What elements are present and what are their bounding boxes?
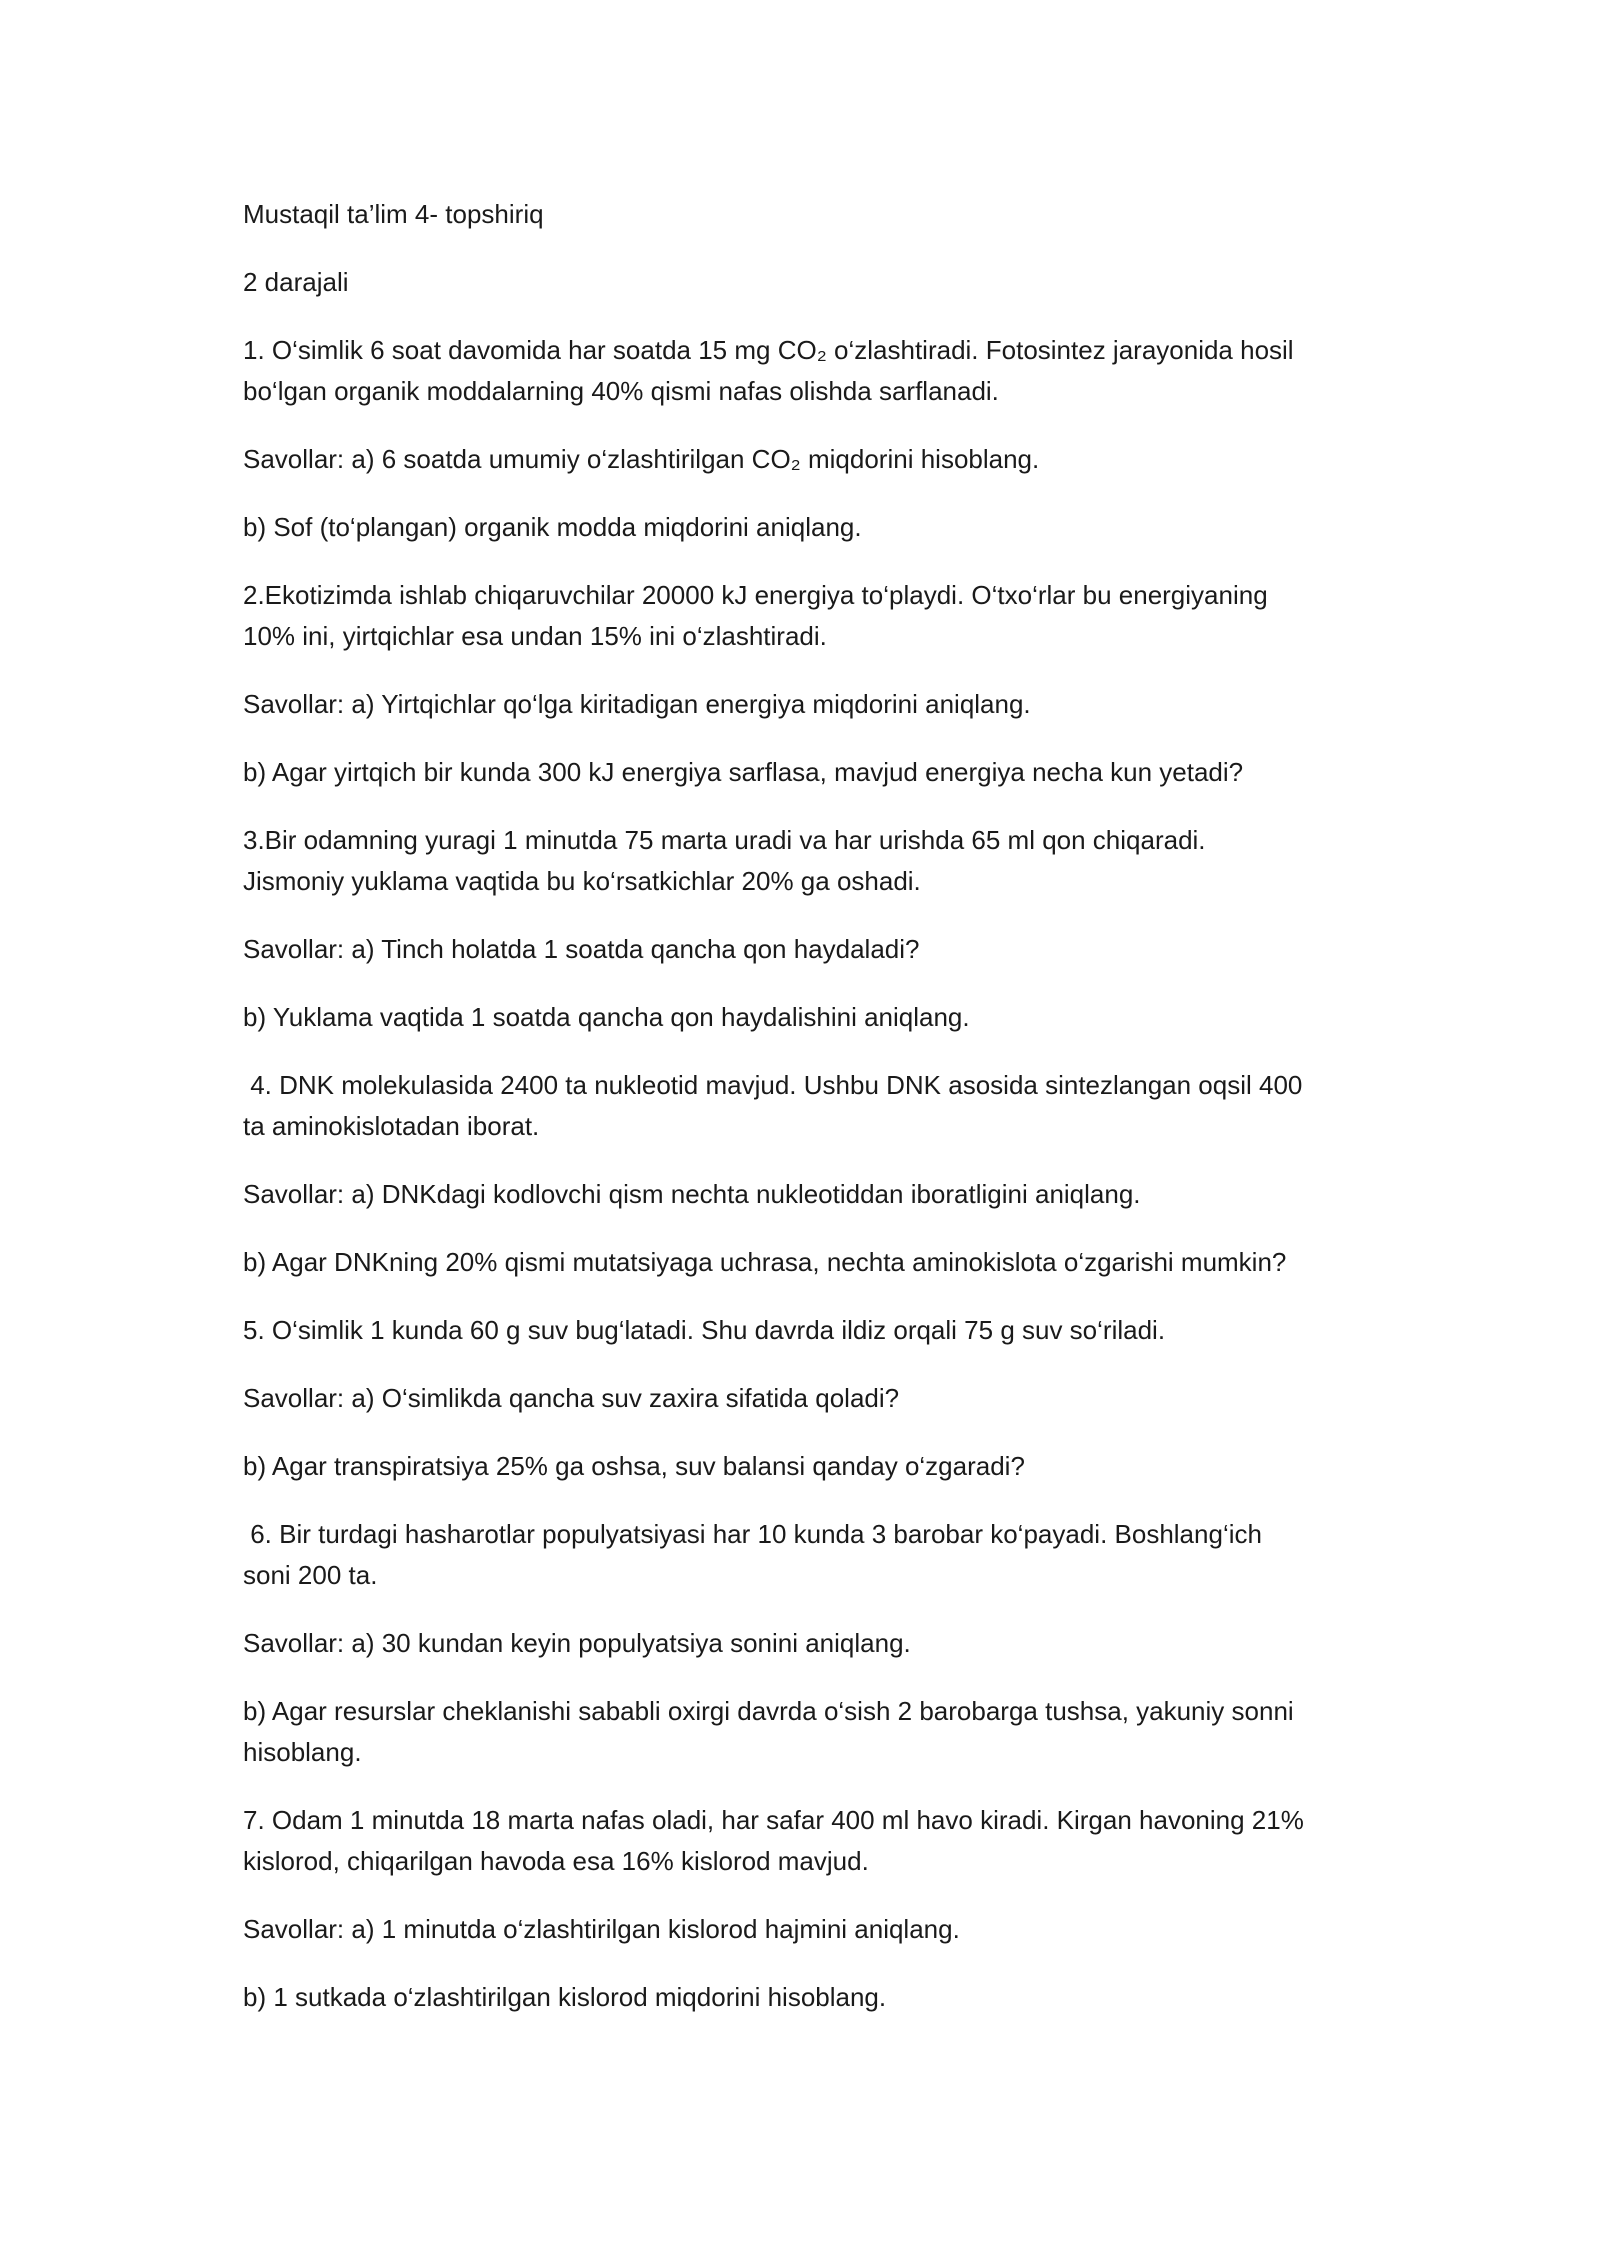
task-paragraph (243, 1977, 1363, 2018)
task-paragraph (243, 929, 1363, 970)
document-title: Mustaqil ta’lim 4- topshiriq (243, 199, 544, 229)
text-line: b) Agar DNKning 20% qismi mutatsiyaga uchrasa, nechta aminokislota o‘zgarishi mumkin? (243, 1247, 1287, 1277)
task-paragraph (243, 820, 1363, 902)
task-list (243, 330, 1363, 2018)
text-line: b) Sof (to‘plangan) organik modda miqdorini aniqlang. (243, 512, 862, 542)
document-level: 2 darajali (243, 267, 349, 297)
text-line: 10% ini, yirtqichlar esa undan 15% ini o‘zlashtiradi. (243, 621, 827, 651)
text-line: Savollar: a) O‘simlikda qancha suv zaxira sifatida qoladi? (243, 1383, 900, 1413)
task-paragraph (243, 330, 1363, 412)
text-line: Savollar: a) DNKdagi kodlovchi qism nechta nukleotiddan iboratligini aniqlang. (243, 1179, 1141, 1209)
text-line: 1. O‘simlik 6 soat davomida har soatda 15 mg CO₂ o‘zlashtiradi. Fotosintez jarayonida hosil (243, 335, 1294, 365)
task-paragraph (243, 1446, 1363, 1487)
text-line: 6. Bir turdagi hasharotlar populyatsiyasi har 10 kunda 3 barobar ko‘payadi. Boshlang‘ich (243, 1519, 1262, 1549)
text-line: b) Agar resurslar cheklanishi sababli oxirgi davrda o‘sish 2 barobarga tushsa, yakuniy sonni (243, 1696, 1294, 1726)
task-paragraph (243, 1623, 1363, 1664)
task-paragraph (243, 1310, 1363, 1351)
text-line: b) 1 sutkada o‘zlashtirilgan kislorod miqdorini hisoblang. (243, 1982, 887, 2012)
text-line: b) Agar transpiratsiya 25% ga oshsa, suv balansi qanday o‘zgaradi? (243, 1451, 1025, 1481)
task-paragraph (243, 439, 1363, 480)
task-paragraph (243, 1514, 1363, 1596)
text-line: Savollar: a) 6 soatda umumiy o‘zlashtirilgan CO₂ miqdorini hisoblang. (243, 444, 1040, 474)
text-line: b) Agar yirtqich bir kunda 300 kJ energiya sarflasa, mavjud energiya necha kun yetadi? (243, 757, 1244, 787)
text-line: soni 200 ta. (243, 1560, 378, 1590)
task-paragraph (243, 684, 1363, 725)
task-paragraph (243, 1909, 1363, 1950)
text-line: bo‘lgan organik moddalarning 40% qismi nafas olishda sarflanadi. (243, 376, 999, 406)
text-line: b) Yuklama vaqtida 1 soatda qancha qon haydalishini aniqlang. (243, 1002, 970, 1032)
text-line: 7. Odam 1 minutda 18 marta nafas oladi, har safar 400 ml havo kiradi. Kirgan havoning 21% (243, 1805, 1304, 1835)
text-line: kislorod, chiqarilgan havoda esa 16% kislorod mavjud. (243, 1846, 869, 1876)
text-line: Savollar: a) Yirtqichlar qo‘lga kiritadigan energiya miqdorini aniqlang. (243, 689, 1031, 719)
task-paragraph (243, 1174, 1363, 1215)
task-paragraph (243, 1378, 1363, 1419)
task-paragraph (243, 752, 1363, 793)
text-line: hisoblang. (243, 1737, 362, 1767)
task-paragraph (243, 1691, 1363, 1773)
task-paragraph (243, 507, 1363, 548)
task-paragraph (243, 575, 1363, 657)
task-paragraph (243, 1065, 1363, 1147)
text-line: ta aminokislotadan iborat. (243, 1111, 540, 1141)
text-line: Savollar: a) Tinch holatda 1 soatda qancha qon haydaladi? (243, 934, 920, 964)
text-line: 5. O‘simlik 1 kunda 60 g suv bug‘latadi. Shu davrda ildiz orqali 75 g suv so‘riladi. (243, 1315, 1166, 1345)
task-paragraph (243, 1242, 1363, 1283)
document-body (243, 194, 1363, 2045)
text-line: 2.Ekotizimda ishlab chiqaruvchilar 20000 kJ energiya to‘playdi. O‘txo‘rlar bu energiyaning (243, 580, 1268, 610)
task-paragraph (243, 1800, 1363, 1882)
text-line: Jismoniy yuklama vaqtida bu ko‘rsatkichlar 20% ga oshadi. (243, 866, 921, 896)
task-paragraph (243, 997, 1363, 1038)
text-line: Savollar: a) 1 minutda o‘zlashtirilgan kislorod hajmini aniqlang. (243, 1914, 960, 1944)
text-line: 4. DNK molekulasida 2400 ta nukleotid mavjud. Ushbu DNK asosida sintezlangan oqsil 400 (243, 1070, 1303, 1100)
text-line: Savollar: a) 30 kundan keyin populyatsiya sonini aniqlang. (243, 1628, 911, 1658)
text-line: 3.Bir odamning yuragi 1 minutda 75 marta uradi va har urishda 65 ml qon chiqaradi. (243, 825, 1206, 855)
